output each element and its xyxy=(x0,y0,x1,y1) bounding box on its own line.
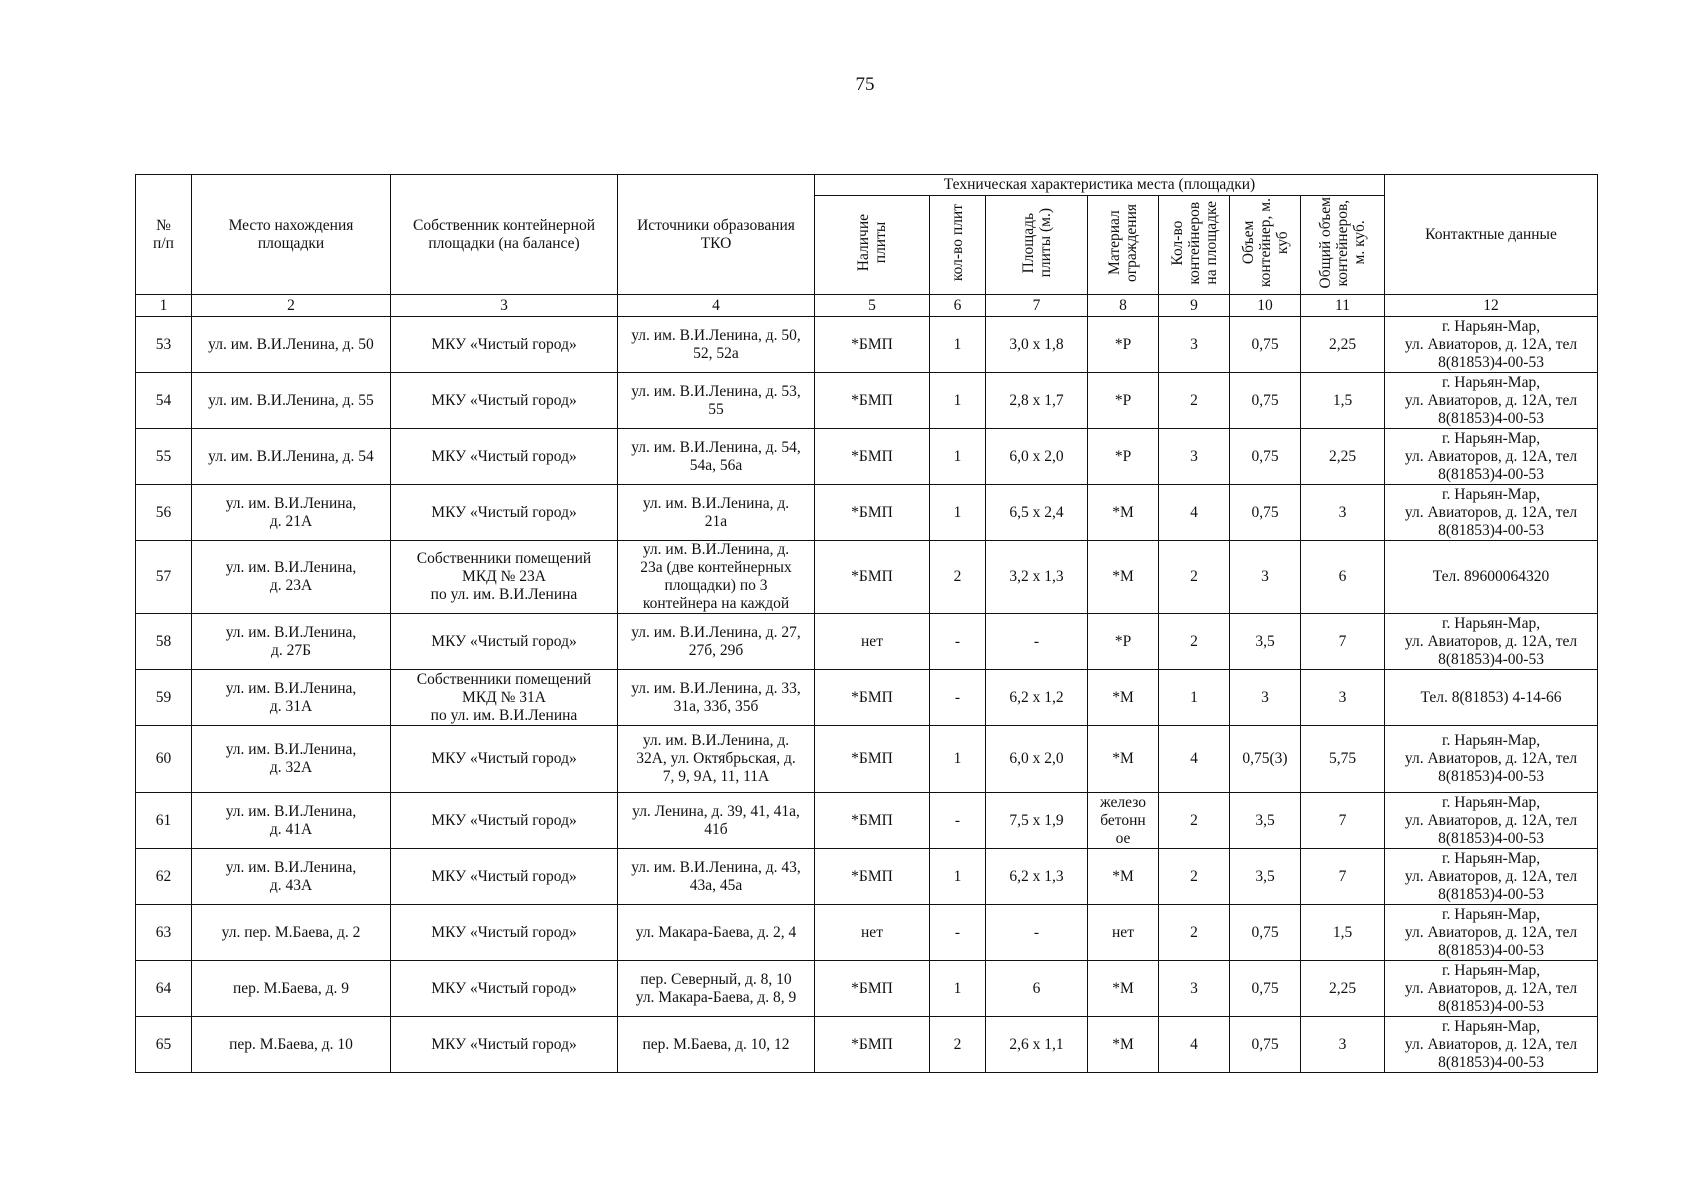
column-number: 2 xyxy=(192,295,391,317)
cell-fence-material: *Р xyxy=(1088,614,1159,670)
table-row xyxy=(136,429,1598,485)
cell-total-volume: 2,25 xyxy=(1301,961,1385,1017)
cell-container-volume: 0,75 xyxy=(1230,373,1301,429)
cell-contacts: г. Нарьян-Мар, ул. Авиаторов, д. 12А, тел 8(81853)4-00-53 xyxy=(1385,849,1598,905)
table-header xyxy=(136,175,1598,317)
cell-fence-material: нет xyxy=(1088,905,1159,961)
cell-fence-material: *Р xyxy=(1088,373,1159,429)
cell-container-count: 2 xyxy=(1159,541,1230,614)
header-total-volume: Общий объем контейнеров, м. куб. xyxy=(1301,196,1385,295)
column-number: 3 xyxy=(391,295,618,317)
cell-plate-presence: нет xyxy=(815,905,930,961)
cell-total-volume: 6 xyxy=(1301,541,1385,614)
cell-owner: МКУ «Чистый город» xyxy=(391,961,618,1017)
cell-plate-area: - xyxy=(986,614,1088,670)
cell-plate-presence: *БМП xyxy=(815,670,930,726)
container-sites-table xyxy=(135,174,1598,1073)
cell-owner: МКУ «Чистый город» xyxy=(391,373,618,429)
cell-waste-sources: ул. им. В.И.Ленина, д. 50, 52, 52а xyxy=(618,317,815,373)
cell-location: ул. им. В.И.Ленина, д. 21А xyxy=(192,485,391,541)
cell-plate-count: 1 xyxy=(930,429,986,485)
cell-container-count: 3 xyxy=(1159,317,1230,373)
cell-plate-area: 2,8 х 1,7 xyxy=(986,373,1088,429)
cell-location: ул. им. В.И.Ленина, д. 31А xyxy=(192,670,391,726)
cell-plate-presence: *БМП xyxy=(815,485,930,541)
cell-plate-presence: *БМП xyxy=(815,726,930,793)
cell-container-volume: 0,75(3) xyxy=(1230,726,1301,793)
cell-location: пер. М.Баева, д. 9 xyxy=(192,961,391,1017)
cell-total-volume: 1,5 xyxy=(1301,373,1385,429)
cell-contacts: г. Нарьян-Мар, ул. Авиаторов, д. 12А, тел 8(81853)4-00-53 xyxy=(1385,317,1598,373)
cell-owner: МКУ «Чистый город» xyxy=(391,429,618,485)
column-number: 11 xyxy=(1301,295,1385,317)
cell-container-volume: 3,5 xyxy=(1230,793,1301,849)
cell-row-number: 54 xyxy=(136,373,192,429)
table-row xyxy=(136,541,1598,614)
cell-container-volume: 0,75 xyxy=(1230,317,1301,373)
cell-waste-sources: ул. им. В.И.Ленина, д. 54, 54а, 56а xyxy=(618,429,815,485)
cell-plate-presence: *БМП xyxy=(815,541,930,614)
cell-waste-sources: ул. им. В.И.Ленина, д. 21а xyxy=(618,485,815,541)
cell-container-volume: 0,75 xyxy=(1230,1017,1301,1073)
cell-location: ул. им. В.И.Ленина, д. 32А xyxy=(192,726,391,793)
header-owner: Собственник контейнерной площадки (на балансе) xyxy=(391,175,618,295)
cell-plate-presence: *БМП xyxy=(815,429,930,485)
cell-owner: Собственники помещений МКД № 23А по ул. им. В.И.Ленина xyxy=(391,541,618,614)
cell-fence-material: *М xyxy=(1088,961,1159,1017)
column-number: 8 xyxy=(1088,295,1159,317)
header-sources: Источники образования ТКО xyxy=(618,175,815,295)
table-row xyxy=(136,670,1598,726)
cell-plate-area: 6 xyxy=(986,961,1088,1017)
header-num: № п/п xyxy=(136,175,192,295)
cell-plate-area: 7,5 х 1,9 xyxy=(986,793,1088,849)
table-body xyxy=(136,317,1598,1073)
cell-row-number: 53 xyxy=(136,317,192,373)
cell-contacts: Тел. 89600064320 xyxy=(1385,541,1598,614)
page-number: 75 xyxy=(855,74,875,95)
cell-plate-area: 6,0 х 2,0 xyxy=(986,429,1088,485)
cell-plate-area: 3,2 х 1,3 xyxy=(986,541,1088,614)
column-number-row xyxy=(136,295,1598,317)
cell-row-number: 56 xyxy=(136,485,192,541)
cell-plate-count: - xyxy=(930,614,986,670)
column-number: 9 xyxy=(1159,295,1230,317)
cell-plate-area: 6,2 х 1,2 xyxy=(986,670,1088,726)
cell-container-count: 2 xyxy=(1159,905,1230,961)
cell-total-volume: 7 xyxy=(1301,793,1385,849)
cell-plate-count: 1 xyxy=(930,317,986,373)
cell-container-volume: 0,75 xyxy=(1230,905,1301,961)
cell-contacts: г. Нарьян-Мар, ул. Авиаторов, д. 12А, тел 8(81853)4-00-53 xyxy=(1385,373,1598,429)
cell-total-volume: 2,25 xyxy=(1301,429,1385,485)
cell-owner: МКУ «Чистый город» xyxy=(391,1017,618,1073)
cell-plate-area: - xyxy=(986,905,1088,961)
cell-plate-count: - xyxy=(930,793,986,849)
cell-plate-presence: нет xyxy=(815,614,930,670)
cell-row-number: 61 xyxy=(136,793,192,849)
cell-waste-sources: ул. им. В.И.Ленина, д. 27, 27б, 29б xyxy=(618,614,815,670)
header-tech-group: Техническая характеристика места (площадки) xyxy=(815,175,1385,196)
cell-container-count: 2 xyxy=(1159,793,1230,849)
cell-location: ул. им. В.И.Ленина, д. 54 xyxy=(192,429,391,485)
header-contacts: Контактные данные xyxy=(1385,175,1598,295)
cell-plate-presence: *БМП xyxy=(815,373,930,429)
cell-waste-sources: ул. им. В.И.Ленина, д. 53, 55 xyxy=(618,373,815,429)
cell-row-number: 62 xyxy=(136,849,192,905)
cell-total-volume: 3 xyxy=(1301,485,1385,541)
cell-plate-area: 6,2 х 1,3 xyxy=(986,849,1088,905)
cell-container-count: 3 xyxy=(1159,961,1230,1017)
header-fence-material: Материал ограждения xyxy=(1088,196,1159,295)
cell-owner: МКУ «Чистый город» xyxy=(391,485,618,541)
cell-location: ул. пер. М.Баева, д. 2 xyxy=(192,905,391,961)
table-row xyxy=(136,726,1598,793)
cell-container-count: 3 xyxy=(1159,429,1230,485)
cell-plate-count: 1 xyxy=(930,961,986,1017)
header-plate-area: Площадь плиты (м.) xyxy=(986,196,1088,295)
cell-owner: МКУ «Чистый город» xyxy=(391,317,618,373)
cell-container-volume: 3,5 xyxy=(1230,849,1301,905)
column-number: 4 xyxy=(618,295,815,317)
cell-contacts: г. Нарьян-Мар, ул. Авиаторов, д. 12А, тел 8(81853)4-00-53 xyxy=(1385,429,1598,485)
column-number: 1 xyxy=(136,295,192,317)
cell-fence-material: *М xyxy=(1088,670,1159,726)
table-row xyxy=(136,373,1598,429)
cell-plate-presence: *БМП xyxy=(815,317,930,373)
cell-location: ул. им. В.И.Ленина, д. 55 xyxy=(192,373,391,429)
cell-total-volume: 7 xyxy=(1301,849,1385,905)
column-number: 5 xyxy=(815,295,930,317)
cell-container-volume: 3,5 xyxy=(1230,614,1301,670)
table-row xyxy=(136,849,1598,905)
cell-row-number: 55 xyxy=(136,429,192,485)
cell-plate-count: 2 xyxy=(930,1017,986,1073)
cell-fence-material: *М xyxy=(1088,541,1159,614)
cell-plate-presence: *БМП xyxy=(815,793,930,849)
cell-plate-presence: *БМП xyxy=(815,849,930,905)
cell-row-number: 63 xyxy=(136,905,192,961)
table-row xyxy=(136,614,1598,670)
cell-plate-count: - xyxy=(930,905,986,961)
table-row xyxy=(136,905,1598,961)
column-number: 12 xyxy=(1385,295,1598,317)
cell-owner: Собственники помещений МКД № 31А по ул. им. В.И.Ленина xyxy=(391,670,618,726)
cell-owner: МКУ «Чистый город» xyxy=(391,793,618,849)
cell-fence-material: *М xyxy=(1088,1017,1159,1073)
cell-plate-area: 6,0 х 2,0 xyxy=(986,726,1088,793)
cell-total-volume: 1,5 xyxy=(1301,905,1385,961)
cell-contacts: г. Нарьян-Мар, ул. Авиаторов, д. 12А, тел 8(81853)4-00-53 xyxy=(1385,485,1598,541)
cell-plate-presence: *БМП xyxy=(815,1017,930,1073)
cell-contacts: г. Нарьян-Мар, ул. Авиаторов, д. 12А, тел 8(81853)4-00-53 xyxy=(1385,961,1598,1017)
cell-contacts: г. Нарьян-Мар, ул. Авиаторов, д. 12А, тел 8(81853)4-00-53 xyxy=(1385,726,1598,793)
cell-contacts: г. Нарьян-Мар, ул. Авиаторов, д. 12А, тел 8(81853)4-00-53 xyxy=(1385,793,1598,849)
cell-owner: МКУ «Чистый город» xyxy=(391,726,618,793)
cell-plate-area: 2,6 х 1,1 xyxy=(986,1017,1088,1073)
cell-row-number: 59 xyxy=(136,670,192,726)
cell-container-count: 4 xyxy=(1159,485,1230,541)
cell-owner: МКУ «Чистый город» xyxy=(391,849,618,905)
cell-location: ул. им. В.И.Ленина, д. 50 xyxy=(192,317,391,373)
cell-waste-sources: пер. Северный, д. 8, 10 ул. Макара-Баева, д. 8, 9 xyxy=(618,961,815,1017)
cell-container-count: 1 xyxy=(1159,670,1230,726)
header-plate-presence: Наличие плиты xyxy=(815,196,930,295)
header-location: Место нахождения площадки xyxy=(192,175,391,295)
cell-contacts: г. Нарьян-Мар, ул. Авиаторов, д. 12А, тел 8(81853)4-00-53 xyxy=(1385,1017,1598,1073)
cell-row-number: 58 xyxy=(136,614,192,670)
cell-plate-area: 6,5 х 2,4 xyxy=(986,485,1088,541)
column-number: 6 xyxy=(930,295,986,317)
cell-fence-material: *М xyxy=(1088,485,1159,541)
cell-container-count: 2 xyxy=(1159,614,1230,670)
cell-contacts: г. Нарьян-Мар, ул. Авиаторов, д. 12А, тел 8(81853)4-00-53 xyxy=(1385,614,1598,670)
cell-container-count: 4 xyxy=(1159,1017,1230,1073)
cell-row-number: 64 xyxy=(136,961,192,1017)
cell-waste-sources: ул. им. В.И.Ленина, д. 32А, ул. Октябрьская, д. 7, 9, 9А, 11, 11А xyxy=(618,726,815,793)
cell-row-number: 60 xyxy=(136,726,192,793)
cell-location: ул. им. В.И.Ленина, д. 43А xyxy=(192,849,391,905)
cell-row-number: 65 xyxy=(136,1017,192,1073)
cell-container-count: 2 xyxy=(1159,849,1230,905)
cell-container-count: 4 xyxy=(1159,726,1230,793)
cell-total-volume: 3 xyxy=(1301,1017,1385,1073)
cell-container-volume: 0,75 xyxy=(1230,961,1301,1017)
cell-location: ул. им. В.И.Ленина, д. 27Б xyxy=(192,614,391,670)
cell-plate-area: 3,0 х 1,8 xyxy=(986,317,1088,373)
cell-fence-material: *Р xyxy=(1088,429,1159,485)
header-plate-count: кол-во плит xyxy=(930,196,986,295)
column-number: 10 xyxy=(1230,295,1301,317)
cell-container-count: 2 xyxy=(1159,373,1230,429)
cell-total-volume: 7 xyxy=(1301,614,1385,670)
cell-total-volume: 5,75 xyxy=(1301,726,1385,793)
table-row xyxy=(136,1017,1598,1073)
cell-fence-material: *М xyxy=(1088,849,1159,905)
cell-plate-count: 1 xyxy=(930,726,986,793)
cell-owner: МКУ «Чистый город» xyxy=(391,905,618,961)
cell-location: ул. им. В.И.Ленина, д. 41А xyxy=(192,793,391,849)
cell-container-volume: 0,75 xyxy=(1230,485,1301,541)
cell-contacts: г. Нарьян-Мар, ул. Авиаторов, д. 12А, тел 8(81853)4-00-53 xyxy=(1385,905,1598,961)
cell-container-volume: 3 xyxy=(1230,670,1301,726)
header-container-count: Кол-во контейнеров на площадке xyxy=(1159,196,1230,295)
cell-plate-count: 2 xyxy=(930,541,986,614)
cell-location: ул. им. В.И.Ленина, д. 23А xyxy=(192,541,391,614)
table-row xyxy=(136,961,1598,1017)
cell-waste-sources: ул. Ленина, д. 39, 41, 41а, 41б xyxy=(618,793,815,849)
cell-row-number: 57 xyxy=(136,541,192,614)
cell-owner: МКУ «Чистый город» xyxy=(391,614,618,670)
cell-container-volume: 3 xyxy=(1230,541,1301,614)
table-row xyxy=(136,485,1598,541)
cell-waste-sources: ул. им. В.И.Ленина, д. 43, 43а, 45а xyxy=(618,849,815,905)
cell-waste-sources: пер. М.Баева, д. 10, 12 xyxy=(618,1017,815,1073)
cell-plate-count: 1 xyxy=(930,485,986,541)
cell-fence-material: *Р xyxy=(1088,317,1159,373)
cell-plate-presence: *БМП xyxy=(815,961,930,1017)
cell-waste-sources: ул. Макара-Баева, д. 2, 4 xyxy=(618,905,815,961)
cell-fence-material: железо бетонн ое xyxy=(1088,793,1159,849)
cell-container-volume: 0,75 xyxy=(1230,429,1301,485)
cell-plate-count: 1 xyxy=(930,373,986,429)
table-row xyxy=(136,793,1598,849)
cell-waste-sources: ул. им. В.И.Ленина, д. 23а (две контейнерных площадки) по 3 контейнера на каждой xyxy=(618,541,815,614)
cell-total-volume: 2,25 xyxy=(1301,317,1385,373)
cell-plate-count: 1 xyxy=(930,849,986,905)
cell-fence-material: *М xyxy=(1088,726,1159,793)
table-row xyxy=(136,317,1598,373)
cell-waste-sources: ул. им. В.И.Ленина, д. 33, 31а, 33б, 35б xyxy=(618,670,815,726)
cell-contacts: Тел. 8(81853) 4-14-66 xyxy=(1385,670,1598,726)
cell-total-volume: 3 xyxy=(1301,670,1385,726)
cell-location: пер. М.Баева, д. 10 xyxy=(192,1017,391,1073)
header-container-volume: Объем контейнер, м. куб xyxy=(1230,196,1301,295)
column-number: 7 xyxy=(986,295,1088,317)
cell-plate-count: - xyxy=(930,670,986,726)
